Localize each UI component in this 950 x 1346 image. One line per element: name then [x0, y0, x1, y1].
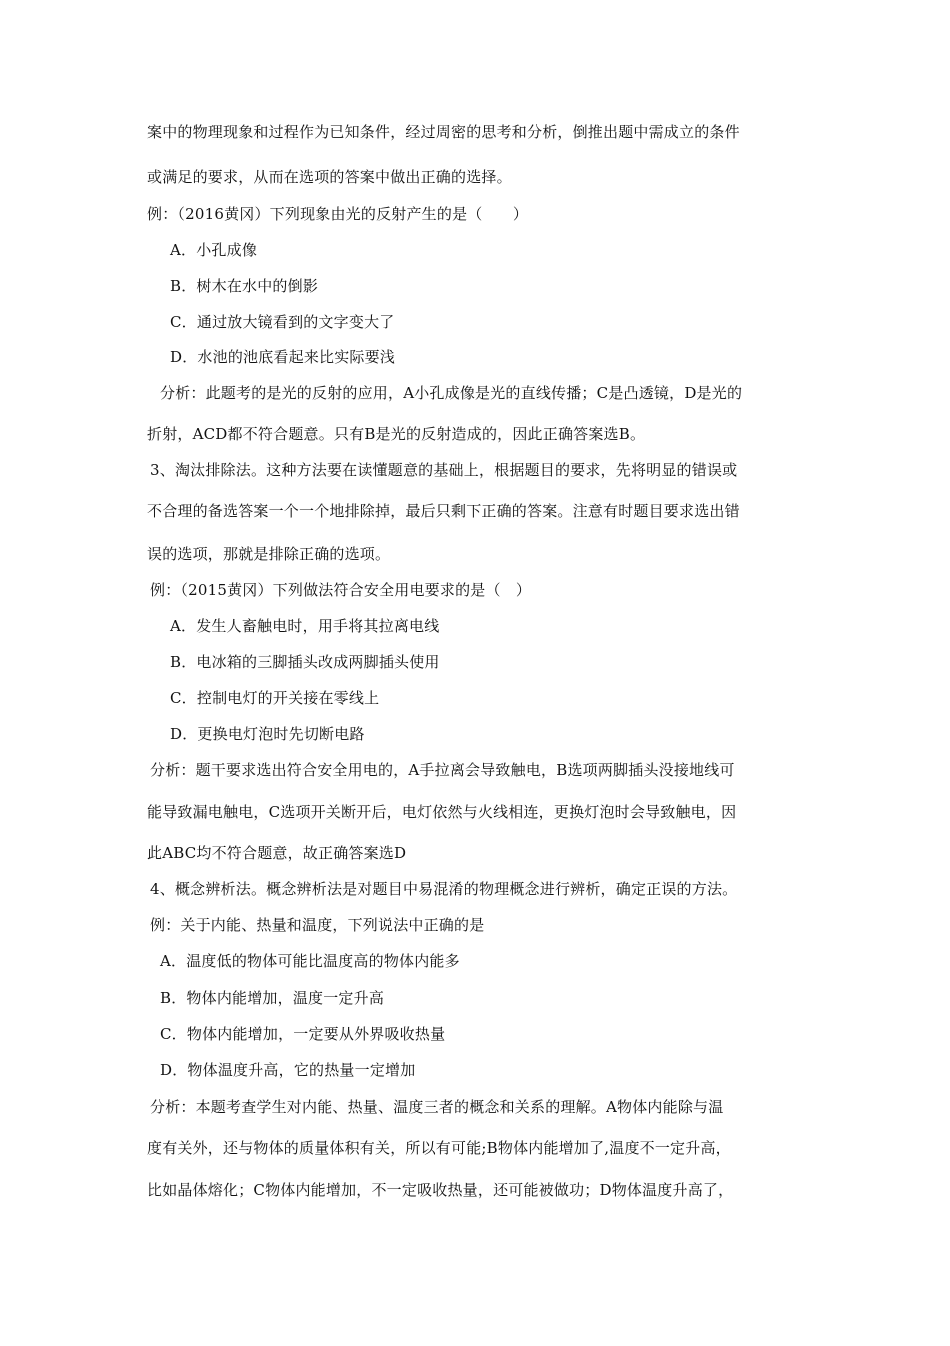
text-line: 案中的物理现象和过程作为已知条件，经过周密的思考和分析，倒推出题中需成立的条件	[147, 123, 740, 141]
analysis-text: 度有关外，还与物体的质量体积有关，所以有可能;B物体内能增加了,温度不一定升高，	[147, 1139, 731, 1157]
text-line: 不合理的备选答案一个一个地排除掉，最后只剩下正确的答案。注意有时题目要求选出错	[147, 502, 740, 520]
answer-option: B．物体内能增加，温度一定升高	[160, 989, 385, 1007]
answer-option: C．控制电灯的开关接在零线上	[170, 689, 380, 707]
answer-option: B．电冰箱的三脚插头改成两脚插头使用	[170, 653, 440, 671]
answer-option: C．通过放大镜看到的文字变大了	[170, 313, 395, 331]
answer-option: A．发生人畜触电时，用手将其拉离电线	[170, 617, 440, 635]
analysis-text: 此ABC均不符合题意，故正确答案选D	[147, 844, 407, 862]
method-heading: 4、概念辨析法。概念辨析法是对题目中易混淆的物理概念进行辨析，确定正误的方法。	[150, 880, 738, 898]
answer-option: D．水池的池底看起来比实际要浅	[170, 348, 396, 366]
answer-option: D．物体温度升高，它的热量一定增加	[160, 1061, 416, 1079]
analysis-text: 能导致漏电触电，C选项开关断开后，电灯依然与火线相连，更换灯泡时会导致触电，因	[147, 803, 737, 821]
method-heading: 3、淘汰排除法。这种方法要在读懂题意的基础上，根据题目的要求，先将明显的错误或	[150, 461, 738, 479]
text-line: 误的选项，那就是排除正确的选项。	[147, 545, 391, 563]
answer-option: A．温度低的物体可能比温度高的物体内能多	[160, 952, 460, 970]
answer-option: C．物体内能增加，一定要从外界吸收热量	[160, 1025, 446, 1043]
analysis-text: 折射，ACD都不符合题意。只有B是光的反射造成的，因此正确答案选B。	[147, 425, 646, 443]
answer-option: A．小孔成像	[170, 241, 258, 259]
example-question: 例：（2016黄冈）下列现象由光的反射产生的是（ ）	[147, 205, 529, 223]
answer-option: D．更换电灯泡时先切断电路	[170, 725, 365, 743]
answer-option: B．树木在水中的倒影	[170, 277, 319, 295]
text-line: 或满足的要求，从而在选项的答案中做出正确的选择。	[147, 168, 512, 186]
analysis-text: 比如晶体熔化；C物体内能增加，不一定吸收热量，还可能被做功；D物体温度升高了，	[147, 1181, 734, 1199]
analysis-text: 分析：题干要求选出符合安全用电的，A手拉离会导致触电，B选项两脚插头没接地线可	[150, 761, 735, 779]
example-question: 例：（2015黄冈）下列做法符合安全用电要求的是（ ）	[150, 581, 532, 599]
analysis-text: 分析：此题考的是光的反射的应用，A小孔成像是光的直线传播；C是凸透镜，D是光的	[160, 384, 743, 402]
analysis-text: 分析：本题考查学生对内能、热量、温度三者的概念和关系的理解。A物体内能除与温	[150, 1098, 724, 1116]
example-question: 例：关于内能、热量和温度，下列说法中正确的是	[150, 916, 485, 934]
